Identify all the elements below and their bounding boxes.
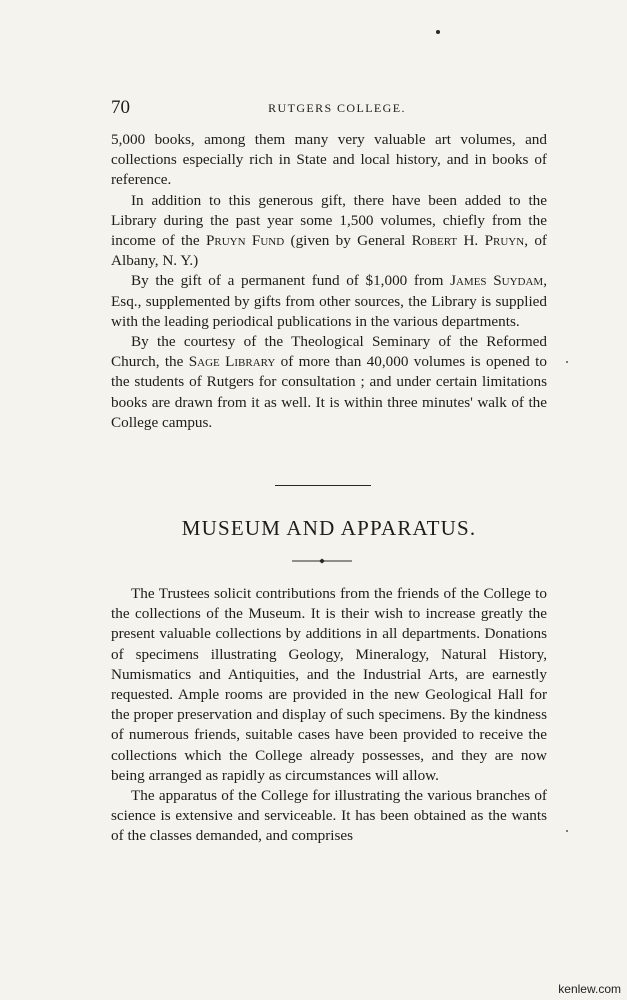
ink-speck bbox=[566, 361, 568, 363]
paragraph-text: The apparatus of the College for illustrating the various branches of science is extensive and serviceable. It has been obtained as the wants of the classes demanded, and comprises bbox=[111, 787, 547, 845]
paragraph-text: of more than 40,000 volumes is opened to the students of Rutgers for consultation ; and under certain limitations books are drawn from it as well. It is within three minutes' walk of the College campus. bbox=[111, 353, 547, 431]
paragraph-text: In addition to this generous gift, there have been added to the Library during the past year some 1,500 volumes, chiefly from the income of the bbox=[111, 191, 547, 250]
section-heading: MUSEUM AND APPARATUS. bbox=[181, 516, 477, 540]
paragraph bbox=[111, 584, 547, 786]
paragraph bbox=[111, 130, 547, 191]
paragraph-text: The Trustees solicit contributions from the friends of the College to the collections of the Museum. It is their wish to increase greatly the present valuable collections by additions in all departments. Donations of specimens illustrating Geology, Mineralogy, Natural History, Numismatics and Antiquities, and the Industrial Arts, are earnestly requested. Ample rooms are provided in the new Geological Hall for the proper preservation and display of such specimens. By the kindness of numerous friends, suitable cases have been provided to receive the collections which the College already possesses, and they are now being arranged as rapidly as circumstances will allow. bbox=[111, 585, 547, 784]
paragraph-text: , Esq., supplemented by gifts from other sources, the Library is supplied with the leading periodical publications in the various departments. bbox=[111, 272, 547, 330]
paragraph bbox=[111, 786, 547, 847]
paragraph bbox=[111, 191, 547, 272]
paragraph bbox=[111, 271, 547, 332]
ornament-rule bbox=[292, 558, 352, 564]
ink-speck bbox=[566, 830, 568, 832]
paragraph-text: 5,000 books, among them many very valuable art volumes, and collections especially rich in State and local history, and in books of reference. bbox=[111, 131, 547, 189]
ink-speck bbox=[436, 30, 440, 34]
donor-name: Robert H. Pruyn bbox=[411, 232, 525, 250]
paragraph-text: By the courtesy of the Theological Seminary of the Reformed Church, the bbox=[111, 333, 547, 371]
section-divider bbox=[275, 485, 371, 486]
watermark: kenlew.com bbox=[558, 982, 621, 996]
donor-name: James Suydam bbox=[450, 272, 544, 290]
paragraph-text: By the gift of a permanent fund of $1,000 from bbox=[131, 272, 451, 290]
paragraph-text: , of Albany, N. Y.) bbox=[111, 232, 547, 270]
paragraph-text: (given by General bbox=[284, 232, 412, 250]
library-name: Sage Library bbox=[188, 353, 276, 371]
library-section bbox=[111, 130, 547, 433]
page-number: 70 bbox=[111, 97, 130, 118]
pruyn-fund-name: Pruyn Fund bbox=[205, 232, 285, 250]
running-head: RUTGERS COLLEGE. bbox=[268, 101, 406, 115]
page-header bbox=[111, 96, 547, 120]
museum-section bbox=[111, 584, 547, 847]
paragraph bbox=[111, 332, 547, 433]
